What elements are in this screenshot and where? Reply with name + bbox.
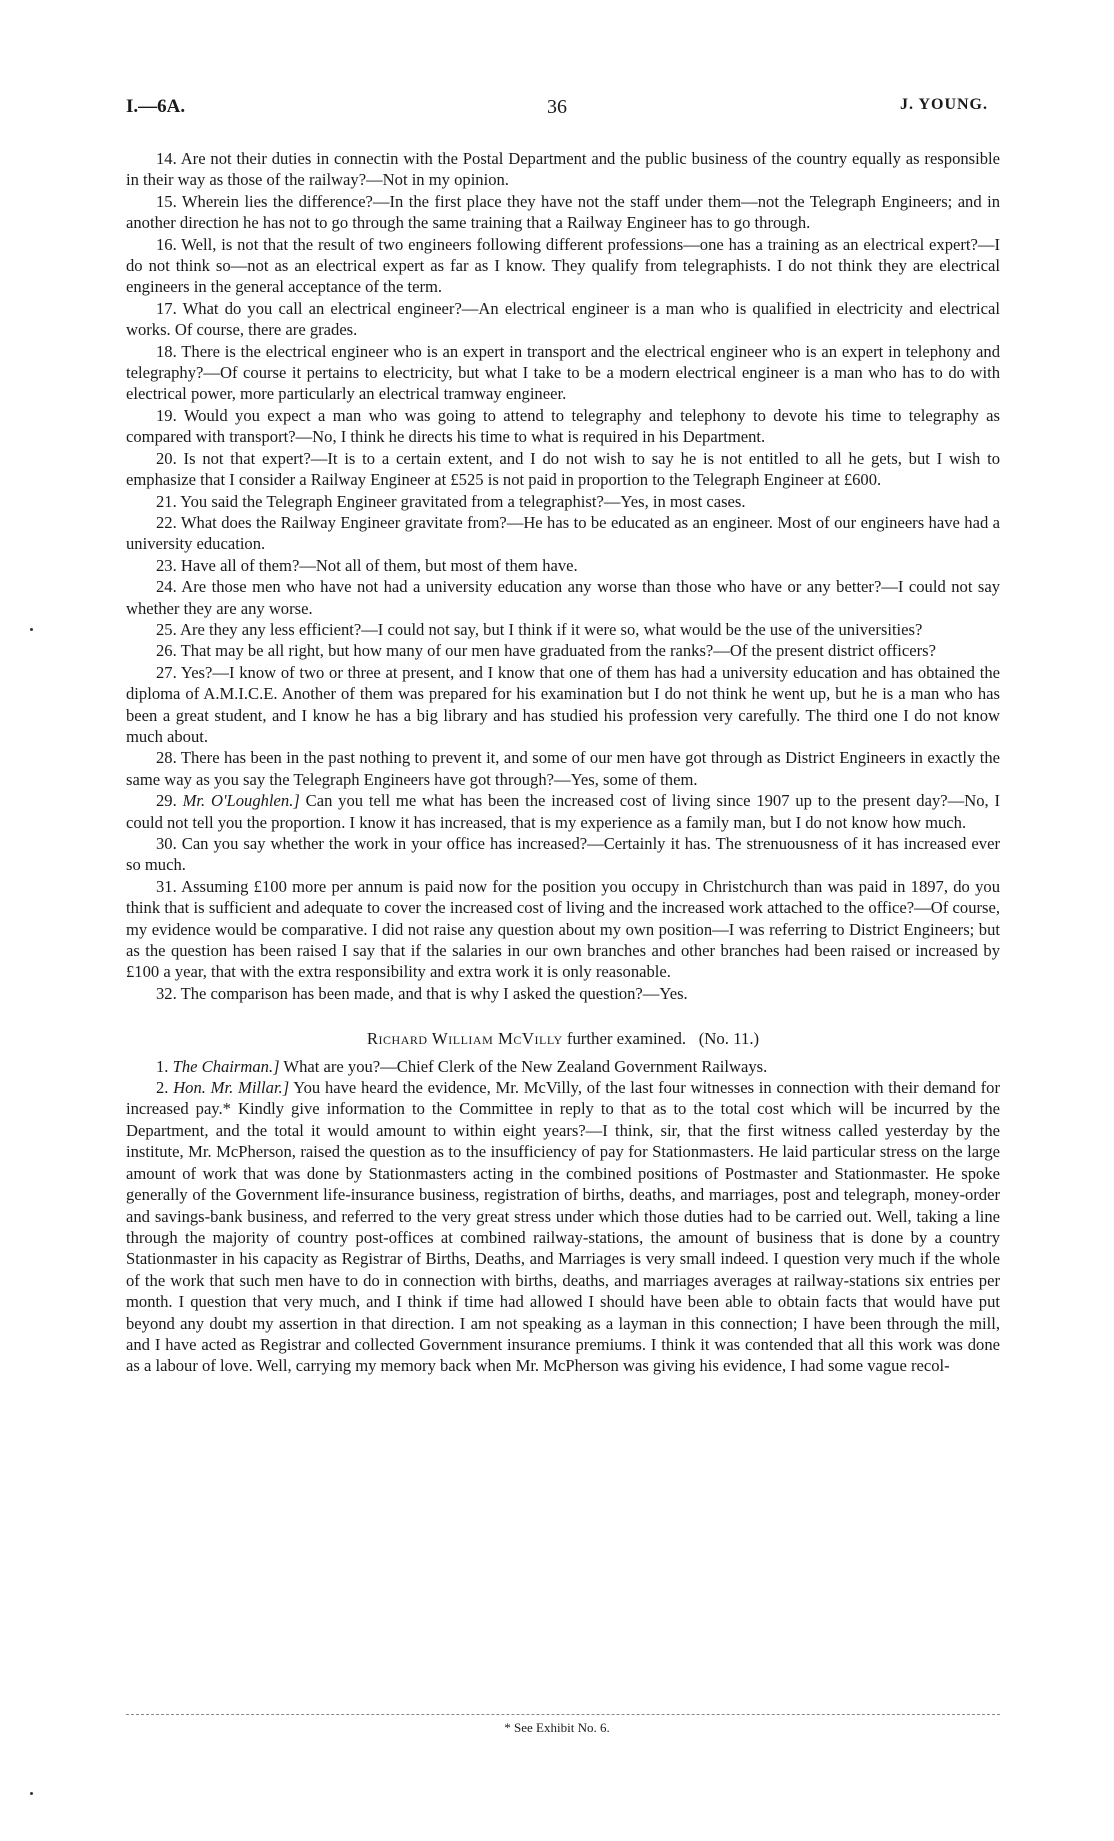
- question-text: Have all of them?—Not all of them, but most of them have.: [180, 555, 578, 575]
- question-paragraph: [126, 298, 1000, 341]
- question-number: 15.: [156, 191, 177, 211]
- question-paragraph: [126, 833, 1000, 876]
- question-paragraph: [126, 576, 1000, 619]
- question-paragraph: [126, 790, 1000, 833]
- question-number: 26.: [156, 641, 177, 661]
- question-text: You said the Telegraph Engineer gravitated from a telegraphist?—Yes, in most cases.: [180, 491, 746, 511]
- section-heading: [126, 1028, 1000, 1049]
- question-text: Well, is not that the result of two engineers following different professions—one has a training as an electrical expert?—I do not think so—not as an electrical expert as far as I know. They qualify from telegraphists. I do not think they are electrical engineers in the general acceptance of the term.: [126, 234, 1000, 297]
- footnote-rule: [126, 1714, 1000, 1715]
- question-number: 27.: [156, 662, 177, 682]
- question-text: Are those men who have not had a university education any worse than those who have or any better?—I could not say whether they are any worse.: [126, 577, 1001, 618]
- question-paragraph: [126, 148, 1000, 191]
- speaker-name: The Chairman.]: [172, 1056, 280, 1076]
- question-paragraph: [126, 619, 1000, 640]
- question-text: Is not that expert?—It is to a certain extent, and I do not wish to say he is not entitled to all he gets, but I wish to emphasize that I consider a Railway Engineer at £525 is not paid in proportion to the Telegraph Engineer at £600.: [126, 448, 1000, 490]
- question-text: What do you call an electrical engineer?—An electrical engineer is a man who is qualified in electricity and electrical works. Of course, there are grades.: [126, 298, 1000, 340]
- question-number: 23.: [156, 555, 177, 575]
- question-text: Can you say whether the work in your office has increased?—Certainly it has. The strenuousness of it has increased ever so much.: [126, 834, 1000, 875]
- evidence-questions-young: [126, 148, 1000, 1004]
- question-paragraph: [126, 747, 1000, 790]
- question-number: 24.: [156, 577, 177, 597]
- question-number: 1.: [156, 1056, 169, 1076]
- document-body: [126, 148, 1000, 1377]
- margin-mark: [30, 1792, 33, 1795]
- question-paragraph: [126, 341, 1000, 405]
- question-number: 2.: [156, 1078, 169, 1098]
- question-text: Are not their duties in connectin with the Postal Department and the public business of the country equally as responsible in their way as those of the railway?—Not in my opinion.: [126, 149, 1000, 190]
- speaker-name: Mr. O'Loughlen.]: [182, 791, 300, 811]
- question-paragraph: [126, 512, 1000, 555]
- question-text: Wherein lies the difference?—In the first place they have not the staff under them—not the Telegraph Engineers; and in another direction he has not to go through the same training that a Railway Engineer has to go through.: [126, 191, 1000, 233]
- witness-number: (No. 11.): [698, 1029, 760, 1049]
- question-paragraph: [126, 491, 1000, 512]
- question-number: 31.: [156, 876, 177, 896]
- question-number: 28.: [156, 748, 177, 768]
- question-paragraph: [126, 405, 1000, 448]
- witness-name: Richard William McVilly: [366, 1029, 563, 1049]
- footnote: * See Exhibit No. 6.: [504, 1720, 610, 1735]
- question-number: 21.: [156, 491, 177, 511]
- question-text: What are you?—Chief Clerk of the New Zealand Government Railways.: [283, 1056, 768, 1076]
- page-number: 36: [547, 96, 567, 118]
- question-text: That may be all right, but how many of our men have graduated from the ranks?—Of the present district officers?: [180, 641, 936, 661]
- question-text: Assuming £100 more per annum is paid now for the position you occupy in Christchurch than was paid in 1897, do you think that is sufficient and adequate to cover the increased cost of living and the increased work attached to the office?—Of course, my evidence would be comparative. I did not raise any question about my own position—I was referring to District Engineers; but as the question has been raised I say that if the salaries in our own branches and other branches had been raised or increased by £100 a year, that with the extra responsibility and extra work it is only reasonable.: [126, 876, 1000, 982]
- question-text: The comparison has been made, and that is why I asked the question?—Yes.: [180, 983, 688, 1003]
- question-paragraph: [126, 234, 1000, 298]
- question-paragraph: [126, 662, 1000, 748]
- question-number: 32.: [156, 983, 177, 1003]
- question-number: 29.: [156, 791, 177, 811]
- question-text: You have heard the evidence, Mr. McVilly, of the last four witnesses in connection with their demand for increased pay.* Kindly give information to the Committee in reply to that as to the total cost which will be incurred by the Department, and the total it would amount to within eight years?—I think, sir, that the first witness called yesterday by the institute, Mr. McPherson, raised the question as to the insufficiency of pay for Stationmasters. He laid particular stress on the large amount of work that was done by Stationmasters acting in the combined positions of Postmaster and Stationmaster. He spoke generally of the Government life-insurance business, registration of births, deaths, and marriages, post and telegraph, money-order and savings-bank business, and referred to the very great stress under which those duties had to be carried out. Well, taking a line through the majority of country post-offices at combined railway-stations, the amount of business that is done by a country Stationmaster in his capacity as Registrar of Births, Deaths, and Marriages is very small indeed. I question very much if the whole of the work that such men have to do in connection with births, deaths, and marriages averages at railway-stations six entries per month. I question that very much, and I think if time had allowed I should have been able to obtain facts that would have put beyond any doubt my assertion in that direction. I am not speaking as a layman in this connection; I have been through the mill, and I have acted as Registrar and collected Government insurance premiums. I think it was contended that all this work was done as a labour of love. Well, carrying my memory back when Mr. McPherson was giving his evidence, I had some vague recol-: [126, 1078, 1000, 1376]
- page-header: [126, 96, 988, 128]
- question-number: 14.: [156, 149, 177, 168]
- question-text: Yes?—I know of two or three at present, and I know that one of them has had a university education and has obtained the diploma of A.M.I.C.E. Another of them was prepared for his examination but I do not think he went up, but he is a man who has been a great student, and I know he has a big library and has studied his profession very carefully. The third one I do not know much about.: [126, 662, 1000, 746]
- question-number: 16.: [156, 234, 177, 254]
- question-text: There is the electrical engineer who is an expert in transport and the electrical engineer who is an expert in telephony and telegraphy?—Of course it pertains to electricity, but what I take to be a modern electrical engineer is a man who has to do with electrical power, more particularly an electrical tramway engineer.: [126, 341, 1000, 404]
- margin-mark: [30, 628, 33, 631]
- question-number: 20.: [156, 448, 177, 468]
- question-text: Can you tell me what has been the increased cost of living since 1907 up to the present day?—No, I could not tell you the proportion. I know it has increased, that is my experience as a family man, but I do not know how much.: [126, 791, 1000, 832]
- question-paragraph: [126, 983, 1000, 1004]
- question-paragraph: [126, 640, 1000, 661]
- question-number: 30.: [156, 834, 177, 853]
- question-number: 25.: [156, 619, 177, 639]
- question-paragraph: [126, 555, 1000, 576]
- question-paragraph: [126, 1077, 1000, 1377]
- question-number: 19.: [156, 405, 177, 425]
- witness-name-header: J. YOUNG.: [900, 96, 988, 113]
- section-suffix: further examined.: [566, 1029, 687, 1049]
- question-text: Would you expect a man who was going to attend to telegraphy and telephony to devote his time to telegraphy as compared with transport?—No, I think he directs his time to what is required in his Department.: [126, 405, 1000, 447]
- question-number: 17.: [156, 298, 177, 318]
- document-reference: I.—6A.: [126, 96, 186, 117]
- evidence-questions-mcvilly: [126, 1056, 1000, 1377]
- question-paragraph: [126, 191, 1000, 234]
- question-paragraph: [126, 448, 1000, 491]
- question-text: What does the Railway Engineer gravitate from?—He has to be educated as an engineer. Most of our engineers have had a university education.: [126, 512, 1001, 554]
- question-number: 18.: [156, 341, 177, 361]
- question-number: 22.: [156, 512, 177, 532]
- speaker-name: Hon. Mr. Millar.]: [173, 1078, 290, 1098]
- question-paragraph: [126, 1056, 1000, 1077]
- question-paragraph: [126, 876, 1000, 983]
- question-text: There has been in the past nothing to prevent it, and some of our men have got through as District Engineers in exactly the same way as you say the Telegraph Engineers have got through?—Yes, some of them.: [126, 748, 1000, 789]
- question-text: Are they any less efficient?—I could not say, but I think if it were so, what would be the use of the universities?: [179, 619, 923, 639]
